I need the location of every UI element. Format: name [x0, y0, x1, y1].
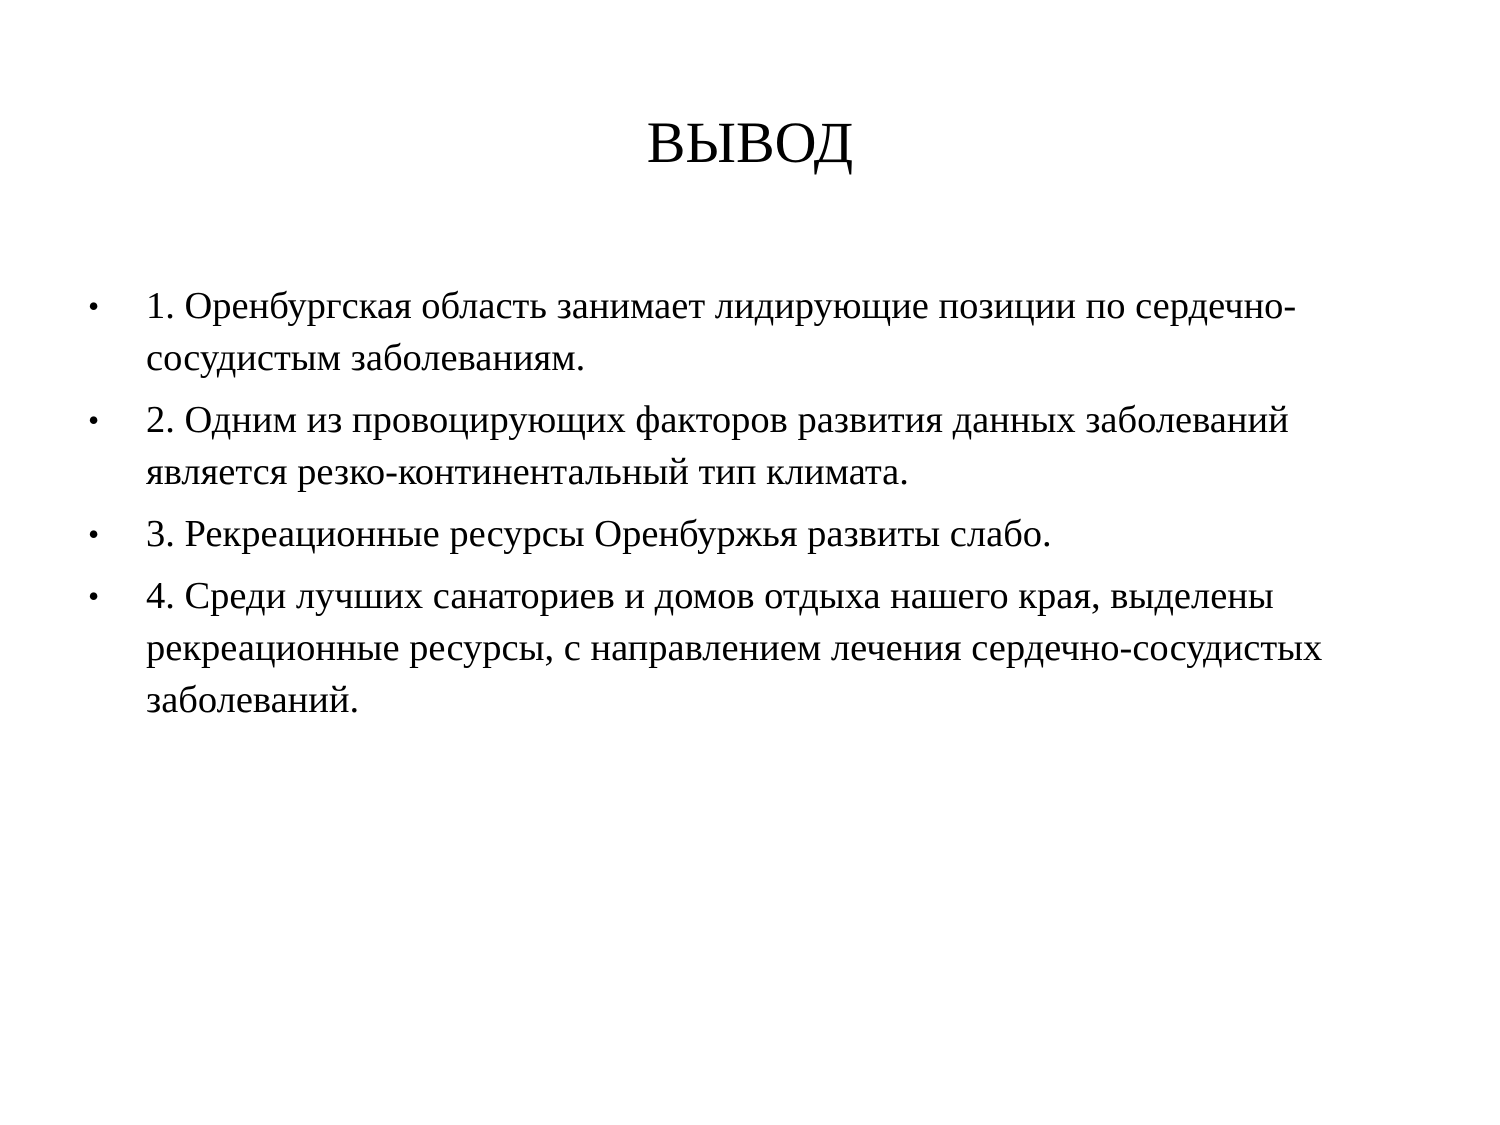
list-item-text: 2. Одним из провоцирующих факторов развития данных заболеваний является резко-континентальный тип климата.: [146, 399, 1289, 493]
bullet-icon: •: [88, 516, 100, 552]
list-item: [88, 508, 1408, 560]
slide-title: ВЫВОД: [646, 110, 854, 175]
bullet-icon: •: [88, 288, 100, 324]
list-item-text: 1. Оренбургская область занимает лидирующие позиции по сердечно-сосудистым заболеваниям.: [146, 285, 1297, 379]
bullet-icon: •: [88, 578, 100, 614]
bullet-icon: •: [88, 402, 100, 438]
list-item: [88, 570, 1408, 726]
list-item-text: 3. Рекреационные ресурсы Оренбуржья развиты слабо.: [146, 513, 1052, 555]
conclusion-list: [88, 280, 1408, 736]
list-item: [88, 394, 1408, 498]
list-item: [88, 280, 1408, 384]
list-item-text: 4. Среди лучших санаториев и домов отдыха нашего края, выделены рекреационные ресурсы, с направлением лечения сердечно-сосудистых заболеваний.: [146, 575, 1323, 721]
